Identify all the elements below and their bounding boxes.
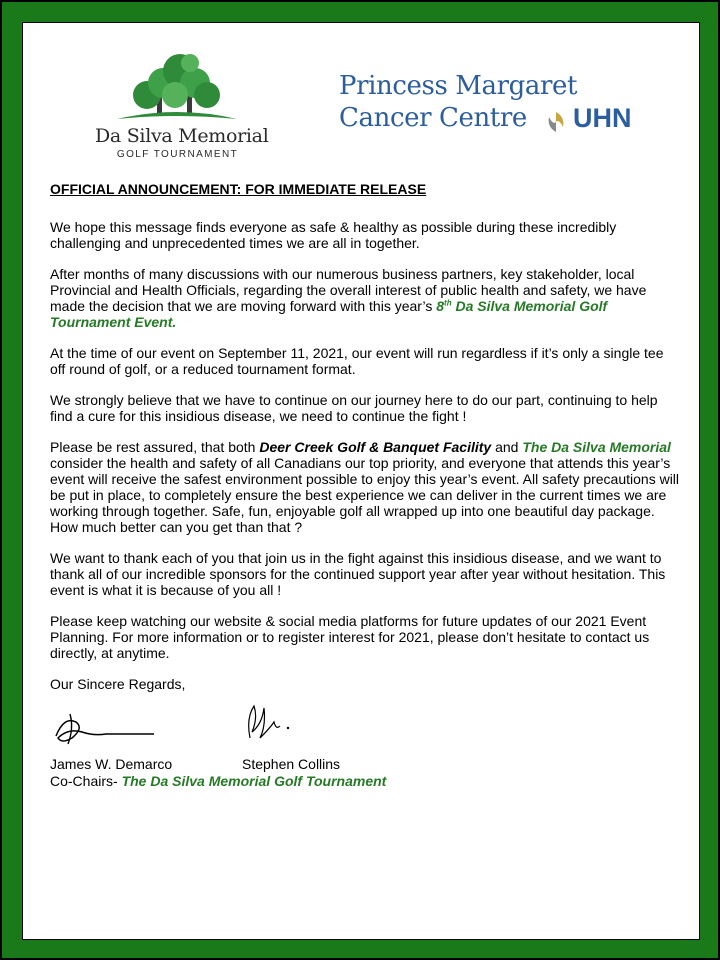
org-name: The Da Silva Memorial (522, 439, 671, 455)
signature-demarco (50, 708, 160, 748)
venue-name: Deer Creek Golf & Banquet Facility (259, 439, 492, 455)
pm-line1: Princess Margaret (339, 71, 578, 101)
pm-line2: Cancer Centre (339, 103, 527, 133)
uhn-badge: UHN (573, 103, 632, 133)
cochairs-line: Co-Chairs- The Da Silva Memorial Golf Tournament (50, 773, 387, 789)
paragraph-4: We strongly believe that we have to continue on our journey here to do our part, continuing to help find a cure for this insidious disease, we need to continue the fight ! (50, 392, 658, 424)
paragraph-2: After months of many discussions with our numerous business partners, key stakeholder, local Provincial and Health Officials, regarding the overall interest of public health and safety, we have made the decision that we are moving forward with this year’s 8th Da Silva Memorial Golf Tournament Event. (50, 266, 647, 330)
paragraph-1: We hope this message finds everyone as safe & healthy as possible during these incredibly challenging and unprecedented times we are all in together. (50, 219, 617, 251)
signature-collins (240, 698, 300, 744)
letter-body (50, 181, 680, 789)
paragraph-7: Please keep watching our website & social media platforms for future updates of our 2021 Event Planning. For more information or to register interest for 2021, please don’t hesitate to contact us directly, at anytime. (50, 613, 650, 661)
letter-page (22, 22, 700, 940)
closing-line: Our Sincere Regards, (50, 676, 186, 692)
cochairs-org: The Da Silva Memorial Golf Tournament (121, 773, 387, 789)
uhn-emblem-icon (543, 109, 569, 135)
da-silva-subtitle: GOLF TOURNAMENT (116, 149, 239, 160)
signer-collins: Stephen Collins (242, 756, 341, 772)
signer-names (50, 756, 680, 773)
princess-margaret-logo (339, 71, 639, 141)
signer-demarco: James W. Demarco (50, 756, 173, 772)
paragraph-3: At the time of our event on September 11, 2021, our event will run regardless if it’s only a single tee off round of golf, or a reduced tournament format. (50, 345, 664, 377)
announcement-heading: OFFICIAL ANNOUNCEMENT: FOR IMMEDIATE RELEASE (50, 181, 427, 197)
da-silva-name: Da Silva Memorial (95, 125, 269, 147)
paragraph-6: We want to thank each of you that join us in the fight against this insidious disease, and we want to thank all of our incredible sponsors for the continued support year after year without hesitation. This event is what it is because of you all ! (50, 550, 666, 598)
da-silva-logo (95, 43, 269, 163)
signatures (50, 698, 680, 756)
paragraph-5: Please be rest assured, that both Deer Creek Golf & Banquet Facility and The Da Silva Memorial consider the health and safety of all Canadians our top priority, and everyone that attends this year’s event will receive the safest environment possible to enjoy this year’s event. All safety precautions will be put in place, to completely ensure the best experience we can deliver in the current times we are working through together. Safe, fun, enjoyable golf all wrapped up into one beautiful day package. How much better can you get than that ? (50, 439, 680, 535)
trees-icon (95, 43, 260, 125)
